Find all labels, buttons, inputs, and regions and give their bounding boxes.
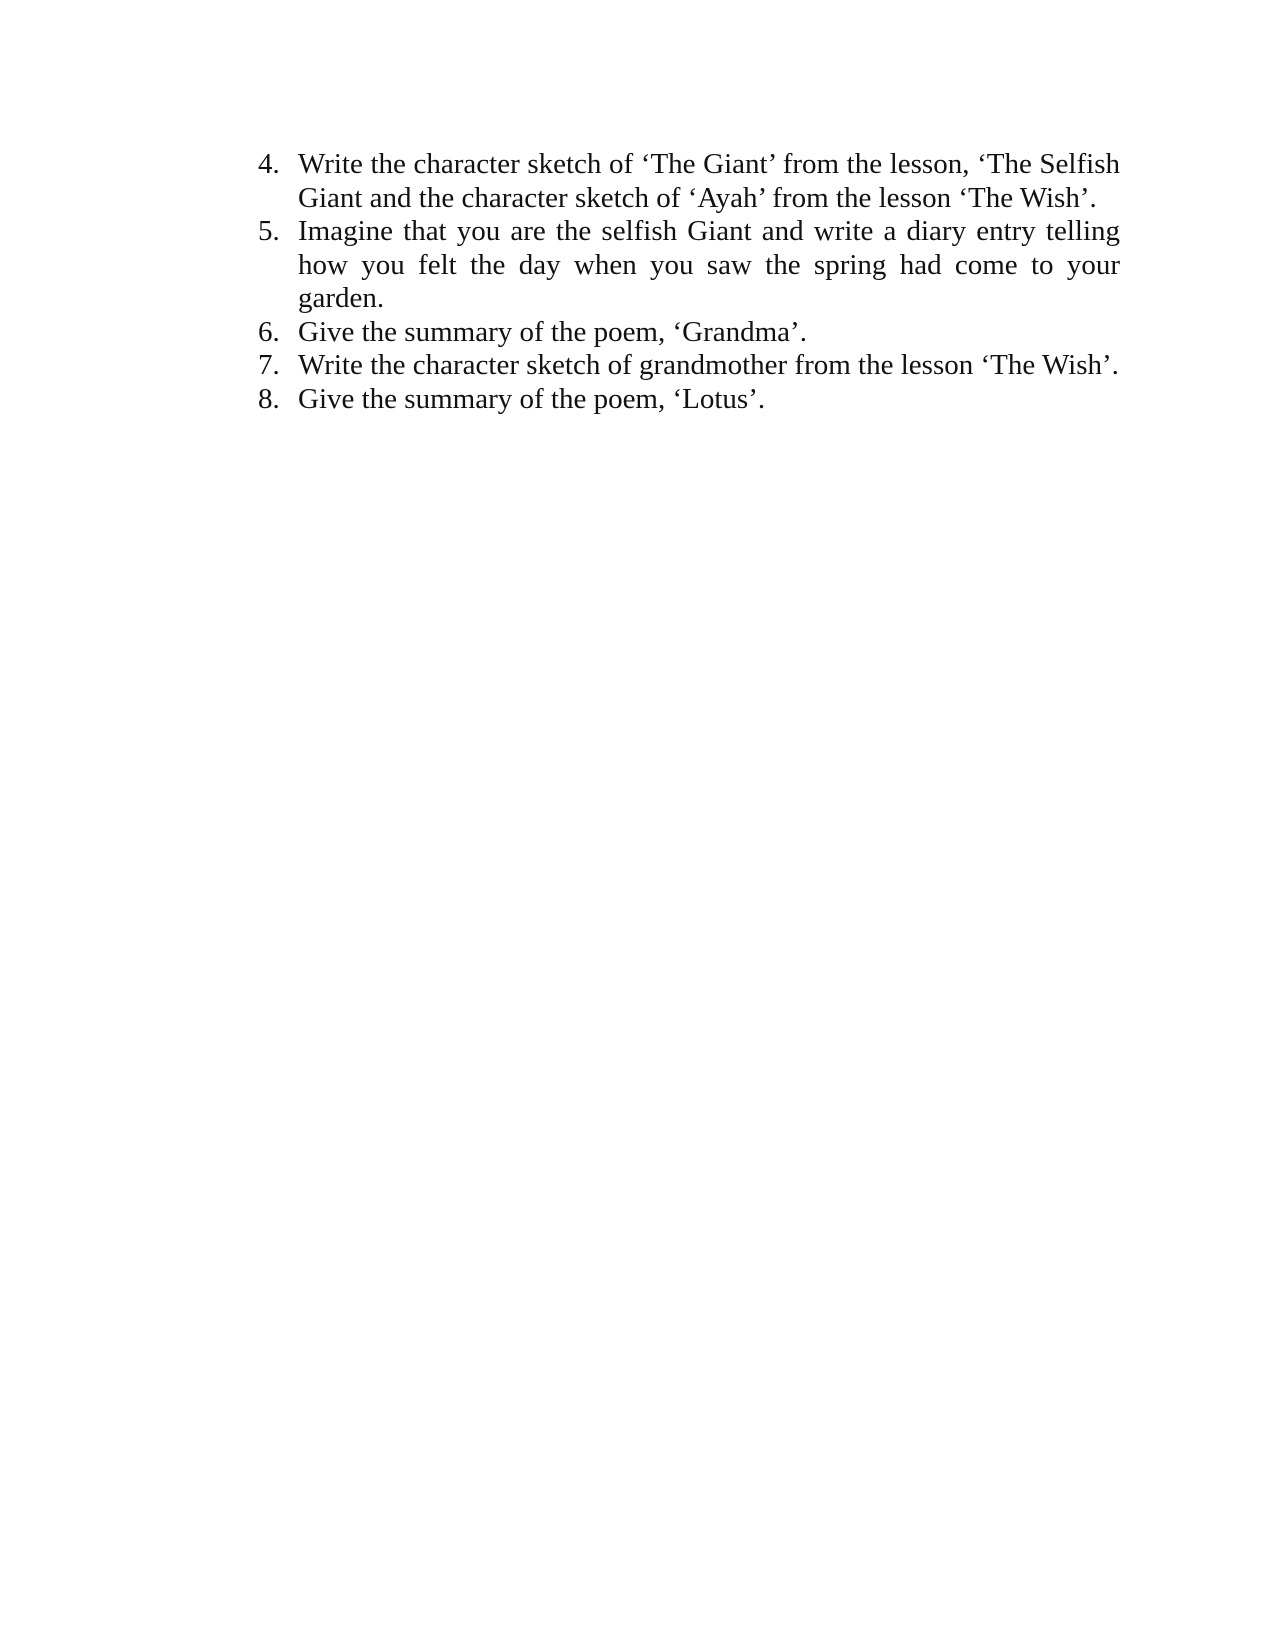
question-number: 6.	[258, 315, 280, 348]
question-number: 5.	[258, 215, 280, 247]
question-item-8	[258, 383, 1120, 417]
question-item-5	[258, 215, 1120, 316]
question-text: Give the summary of the poem, ‘Lotus’.	[298, 382, 766, 415]
question-text: Give the summary of the poem, ‘Grandma’.	[298, 315, 807, 348]
question-text: Write the character sketch of ‘The Giant’ from the lesson, ‘The Selfish Giant and the character sketch of ‘Ayah’ from the lesson ‘The Wish’.	[298, 148, 1120, 214]
question-number: 8.	[258, 382, 280, 415]
question-number: 7.	[258, 349, 280, 381]
question-text: Write the character sketch of grandmother from the lesson ‘The Wish’.	[298, 349, 1119, 381]
question-item-6	[258, 316, 1120, 350]
question-number: 4.	[258, 148, 280, 180]
question-text: Imagine that you are the selfish Giant and write a diary entry telling how you felt the day when you saw the spring had come to your garden.	[298, 215, 1120, 314]
question-item-7	[258, 349, 1120, 383]
question-list	[258, 148, 1120, 416]
question-item-4	[258, 148, 1120, 215]
